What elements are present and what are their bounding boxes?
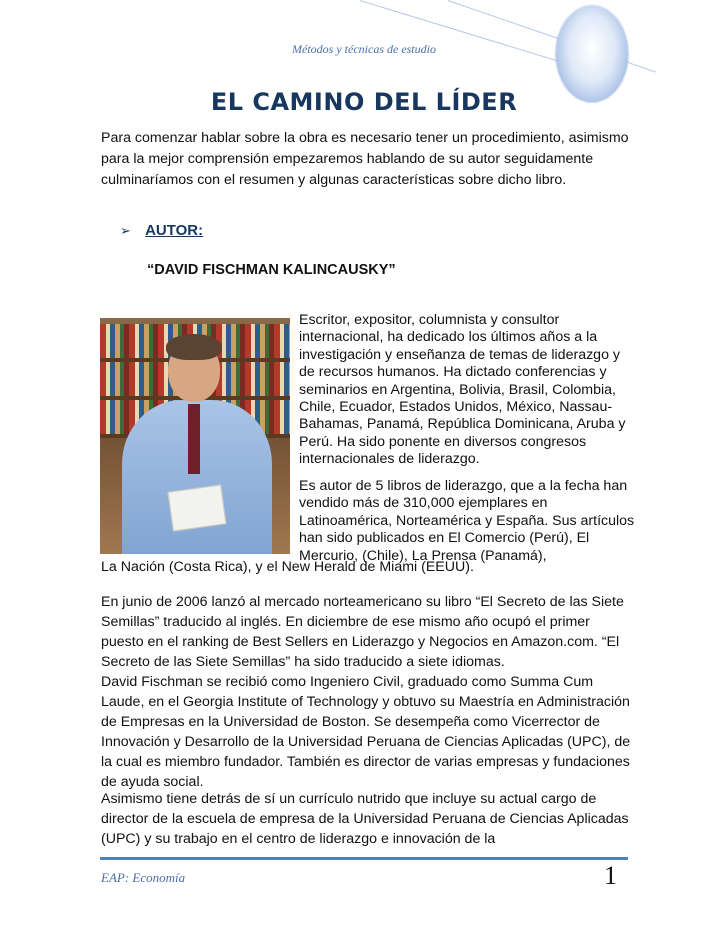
bio-paragraph-2: Es autor de 5 libros de liderazgo, que a la fecha han vendido más de 310,000 ejemplares en Latinoamérica, Norteamérica y España. Sus artículos han sido publicados en El Comercio (Perú), El Mercurio, (Chile), La Prensa (Panamá),	[299, 478, 635, 564]
document-title: EL CAMINO DEL LÍDER	[210, 88, 518, 116]
person-tie	[188, 404, 200, 474]
bio-paragraph-3: En junio de 2006 lanzó al mercado norteamericano su libro “El Secreto de las Siete Semillas” traducido al inglés. En diciembre de ese mismo año ocupó el primer puesto en el ranking de Best Sellers en Liderazgo y Negocios en Amazon.com. “El Secreto de las Siete Semillas” ha sido traducido a siete idiomas.	[101, 594, 624, 670]
author-name: “DAVID FISCHMAN KALINCAUSKY”	[147, 262, 396, 278]
decorative-line	[360, 0, 590, 71]
bio-paragraph-1: Escritor, expositor, columnista y consultor internacional, ha dedicado los últimos años a la investigación y enseñanza de temas de liderazgo y de recursos humanos. Ha dictado conferencias y seminarios en Argentina, Bolivia, Brasil, Colombia, Chile, Ecuador, Estados Unidos, México, Nassau-Bahamas, Panamá, República Dominicana, Aruba y Perú. Ha sido ponente en diversos congresos internacionales de liderazgo.	[299, 312, 626, 468]
arrow-bullet-icon: ➢	[120, 223, 131, 238]
section-bullet	[120, 222, 203, 239]
bio-paragraph-5: Asimismo tiene detrás de sí un currículo nutrido que incluye su actual cargo de director de la escuela de empresa de la Universidad Peruana de Ciencias Aplicadas (UPC) y su trabajo en el centro de liderazgo e innovación de la	[101, 791, 629, 847]
intro-paragraph: Para comenzar hablar sobre la obra es necesario tener un procedimiento, asimismo para la mejor comprensión empezaremos hablando de su autor seguidamente culminaríamos con el resumen y algunas características sobre dicho libro.	[101, 130, 629, 188]
footer-rule	[100, 857, 628, 860]
footer-text: EAP: Economía	[101, 870, 186, 885]
held-book	[167, 484, 226, 531]
section-label: AUTOR:	[145, 222, 204, 239]
bio-paragraph-2-continued: La Nación (Costa Rica), y el New Herald de Miami (EEUU).	[101, 559, 474, 575]
person-hair	[166, 334, 222, 360]
page-header: Métodos y técnicas de estudio	[292, 42, 436, 56]
author-photo	[100, 318, 290, 554]
page-number: 1	[604, 861, 617, 890]
bio-paragraph-4: David Fischman se recibió como Ingeniero Civil, graduado como Summa Cum Laude, en el Georgia Institute of Technology y obtuvo su Maestría en Administración de Empresas en la Universidad de Boston. Se desempeña como Vicerrector de Innovación y Desarrollo de la Universidad Peruana de Ciencias Aplicadas (UPC), de la cual es miembro fundador. También es director de varias empresas y fundaciones de ayuda social.	[101, 674, 631, 790]
